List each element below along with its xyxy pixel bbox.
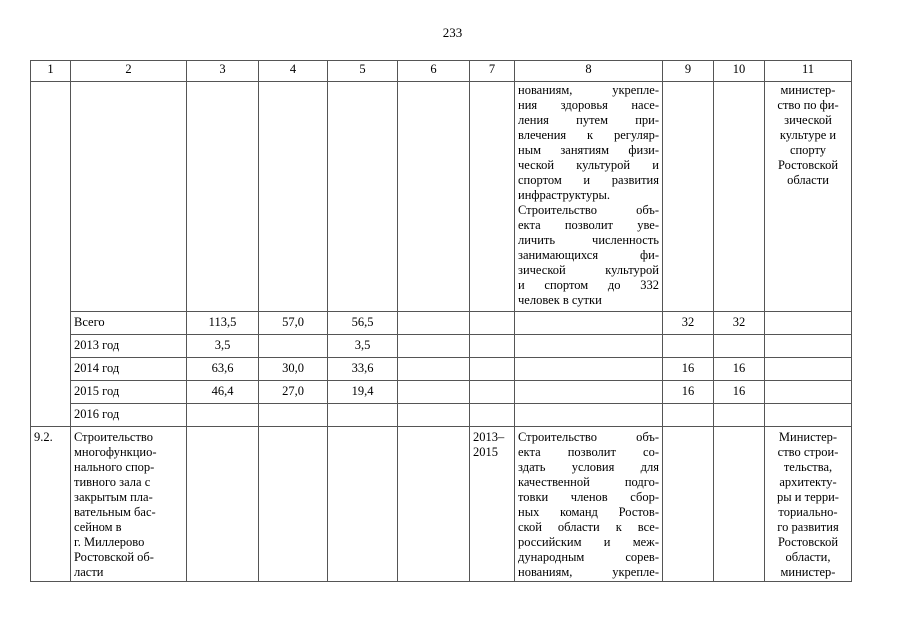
header-row bbox=[31, 61, 852, 82]
table-row bbox=[31, 404, 852, 427]
cell-col-4: 57,0 bbox=[259, 312, 328, 335]
cell-col-8 bbox=[515, 358, 663, 381]
cell-col-9 bbox=[663, 335, 714, 358]
header-col-10: 10 bbox=[714, 61, 765, 82]
row-label: 2015 год bbox=[71, 381, 187, 404]
cell-col-5: 56,5 bbox=[328, 312, 398, 335]
cont-col-9 bbox=[663, 82, 714, 312]
cell-col-7 bbox=[470, 358, 515, 381]
header-col-9: 9 bbox=[663, 61, 714, 82]
table-row bbox=[31, 358, 852, 381]
event-period: 2013– 2015 bbox=[470, 427, 515, 582]
event-responsible: Министер- ство строи- тельства, архитекту- ры и терри- ториально- го развития Ростовской области, министер- bbox=[765, 427, 852, 582]
cont-col-5 bbox=[328, 82, 398, 312]
cell-col-11 bbox=[765, 404, 852, 427]
cell-col-5 bbox=[328, 427, 398, 582]
cell-col-9 bbox=[663, 427, 714, 582]
cell-col-11 bbox=[765, 381, 852, 404]
cont-col-10 bbox=[714, 82, 765, 312]
row-label: 2014 год bbox=[71, 358, 187, 381]
cell-col-9: 16 bbox=[663, 381, 714, 404]
row-number: 9.2. bbox=[31, 427, 71, 582]
cell-col-7 bbox=[470, 312, 515, 335]
header-col-11: 11 bbox=[765, 61, 852, 82]
cont-col-1 bbox=[31, 82, 71, 427]
cell-col-8 bbox=[515, 335, 663, 358]
cell-col-3 bbox=[187, 427, 259, 582]
cell-col-9 bbox=[663, 404, 714, 427]
cell-col-7 bbox=[470, 335, 515, 358]
cell-col-3: 63,6 bbox=[187, 358, 259, 381]
header-col-1: 1 bbox=[31, 61, 71, 82]
cell-col-3: 3,5 bbox=[187, 335, 259, 358]
cell-col-4 bbox=[259, 427, 328, 582]
row-label: Всего bbox=[71, 312, 187, 335]
event-description: Строительство объ- екта позволит со- здать условия для качественной подго- товки членов сбор- ных команд Ростов- ской области к все- российским и меж- дународным сорев- нованиям, укрепле- bbox=[515, 427, 663, 582]
cell-col-10: 32 bbox=[714, 312, 765, 335]
cell-col-6 bbox=[398, 312, 470, 335]
cell-col-11 bbox=[765, 335, 852, 358]
table-row bbox=[31, 312, 852, 335]
event-name: Строительство многофункцио- нального спор- тивного зала с закрытым пла- вательным бас- сейном в г. Миллерово Ростовской об- ласти bbox=[71, 427, 187, 582]
cont-col-4 bbox=[259, 82, 328, 312]
cell-col-8 bbox=[515, 404, 663, 427]
cell-col-7 bbox=[470, 404, 515, 427]
cell-col-11 bbox=[765, 358, 852, 381]
cont-col-3 bbox=[187, 82, 259, 312]
cell-col-8 bbox=[515, 312, 663, 335]
cell-col-9: 32 bbox=[663, 312, 714, 335]
header-col-6: 6 bbox=[398, 61, 470, 82]
cell-col-5: 33,6 bbox=[328, 358, 398, 381]
cell-col-5: 3,5 bbox=[328, 335, 398, 358]
cell-col-7 bbox=[470, 381, 515, 404]
cell-col-6 bbox=[398, 335, 470, 358]
cell-col-3: 46,4 bbox=[187, 381, 259, 404]
cont-col-2 bbox=[71, 82, 187, 312]
program-table bbox=[30, 60, 852, 582]
cell-col-10: 16 bbox=[714, 381, 765, 404]
cell-col-6 bbox=[398, 381, 470, 404]
cell-col-6 bbox=[398, 427, 470, 582]
cont-responsible: министер- ство по фи- зической культуре и спорту Ростовской области bbox=[765, 82, 852, 312]
table-row bbox=[31, 381, 852, 404]
cell-col-6 bbox=[398, 404, 470, 427]
header-col-4: 4 bbox=[259, 61, 328, 82]
header-col-7: 7 bbox=[470, 61, 515, 82]
cell-col-10 bbox=[714, 335, 765, 358]
cell-col-8 bbox=[515, 381, 663, 404]
table-row bbox=[31, 335, 852, 358]
page-number: 233 bbox=[442, 25, 463, 40]
row-label: 2013 год bbox=[71, 335, 187, 358]
cell-col-9: 16 bbox=[663, 358, 714, 381]
header-col-3: 3 bbox=[187, 61, 259, 82]
cell-col-10 bbox=[714, 427, 765, 582]
cell-col-10: 16 bbox=[714, 358, 765, 381]
row-9-2 bbox=[31, 427, 852, 582]
cont-col-6 bbox=[398, 82, 470, 312]
cell-col-5: 19,4 bbox=[328, 381, 398, 404]
cont-col-7 bbox=[470, 82, 515, 312]
cell-col-4 bbox=[259, 404, 328, 427]
header-col-2: 2 bbox=[71, 61, 187, 82]
cell-col-3: 113,5 bbox=[187, 312, 259, 335]
row-label: 2016 год bbox=[71, 404, 187, 427]
cell-col-4: 27,0 bbox=[259, 381, 328, 404]
cell-col-4: 30,0 bbox=[259, 358, 328, 381]
cell-col-10 bbox=[714, 404, 765, 427]
cell-col-6 bbox=[398, 358, 470, 381]
cell-col-4 bbox=[259, 335, 328, 358]
header-col-5: 5 bbox=[328, 61, 398, 82]
cell-col-11 bbox=[765, 312, 852, 335]
cell-col-3 bbox=[187, 404, 259, 427]
cont-description: нованиям, укрепле- ния здоровья насе- ления путем при- влечения к регуляр- ным занятиям физи- ческой культурой и спортом и развития инфраструктуры. Строительство объ- екта позволит уве- личить численность занимающихся фи- зической культурой и спортом до 332 человек в сутки bbox=[515, 82, 663, 312]
cell-col-5 bbox=[328, 404, 398, 427]
header-col-8: 8 bbox=[515, 61, 663, 82]
continuation-row bbox=[31, 82, 852, 312]
